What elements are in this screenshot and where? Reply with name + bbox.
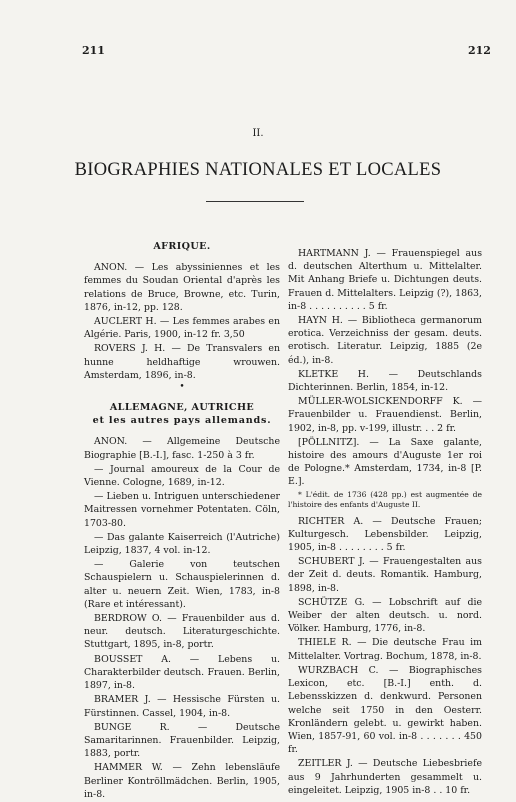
bibliography-entry: RICHTER A. — Deutsche Frauen; Kulturgesch. Lebensbilder. Leipzig, 1905, in-8 . . . . . . . . 5 fr.: [288, 515, 482, 554]
bibliography-entry: ANON. — Allgemeine Deutsche Biographie [B.-I.], fasc. 1-250 à 3 fr.: [84, 436, 280, 461]
bibliography-entry: HAMMER W. — Zehn lebensläufe Berliner Kontröllmädchen. Berlin, 1905, in-8.: [84, 762, 280, 800]
germany-entries: [84, 435, 280, 800]
bibliography-entry: SCHÜTZE G. — Lobschrift auf die Weiber der alten deutsch. u. nord. Völker. Hamburg, 1776, in-8.: [288, 596, 482, 635]
title-rule: [206, 201, 304, 202]
bibliography-entry: HAYN H. — Bibliotheca germanorum erotica. Verzeichniss der gesam. deuts. erotisch. Literatur. Leipzig, 1885 (2e éd.), in-8.: [288, 315, 482, 366]
bibliography-entry: ANON. — Les abyssiniennes et les femmes du Soudan Oriental d'après les relations de Bruce, Browne, etc. Turin, 1876, in-12, pp. 128.: [84, 262, 280, 313]
page-number-right: 212: [468, 44, 491, 57]
africa-entries: [84, 261, 280, 382]
bibliography-entry: KLETKE H. — Deutschlands Dichterinnen. Berlin, 1854, in-12.: [288, 368, 482, 394]
page-title: BIOGRAPHIES NATIONALES ET LOCALES: [74, 160, 442, 180]
right-entries-b: [288, 515, 482, 797]
right-entries-a: [288, 247, 482, 489]
bibliography-entry: WURZBACH C. — Biographisches Lexicon, etc. [B.-I.] enth. d. Lebensskizzen d. denkwurd. Personen welche seit 1750 in den Oesterr. Kronländern gelebt. u. gewirkt haben. Wien, 1857-91, 60 vol. in-8 . . . . . . . 450 fr.: [288, 664, 482, 756]
left-column: [84, 240, 280, 802]
bibliography-entry: [PÖLLNITZ]. — La Saxe galante, histoire des amours d'Auguste 1er roi de Pologne.* Amsterdam, 1734, in-8 [P. E.].: [288, 436, 482, 488]
bibliography-entry: BERDROW O. — Frauenbilder aus d. neur. deutsch. Literaturgeschichte. Stuttgart, 1895, in-8, portr.: [84, 613, 280, 651]
bibliography-entry: BUNGE R. — Deutsche Samaritarinnen. Frauenbilder. Leipzig, 1883, portr.: [84, 721, 280, 760]
heading-africa: AFRIQUE.: [153, 241, 211, 252]
subheading-germany: et les autres pays allemands.: [92, 415, 272, 427]
bibliography-entry: MÜLLER-WOLSICKENDORFF K. — Frauenbilder u. Frauendienst. Berlin, 1902, in-8, pp. v-199, illustr. . . 2 fr.: [288, 396, 482, 434]
bibliography-entry: AUCLERT H. — Les femmes arabes en Algérie. Paris, 1900, in-12 fr. 3,50: [84, 316, 280, 341]
bibliography-entry: — Lieben u. Intriguen unterschiedener Maitressen vornehmer Potentaten. Cöln, 1703-80.: [84, 491, 280, 529]
bibliography-entry: — Galerie von teutschen Schauspielern u. Schauspielerinnen d. alter u. neuern Zeit. Wien, 1783, in-8 (Rare et intéressant).: [84, 559, 280, 610]
bibliography-entry: HARTMANN J. — Frauenspiegel aus d. deutschen Alterthum u. Mittelalter. Mit Anhang Briefe u. Dichtungen deuts. Frauen d. Mittelalters. Leipzig (?), 1863, in-8 . . . . . . . . . . 5 fr.: [288, 248, 482, 312]
separator-dot: •: [179, 382, 185, 393]
bibliography-entry: — Journal amoureux de la Cour de Vienne. Cologne, 1689, in-12.: [84, 463, 280, 489]
bibliography-entry: THIELE R. — Die deutsche Frau im Mittelalter. Vortrag. Bochum, 1878, in-8.: [288, 637, 482, 662]
bibliography-entry: ROVERS J. H. — De Transvalers en hunne heldhaftige wrouwen. Amsterdam, 1896, in-8.: [84, 343, 280, 381]
right-column: [288, 247, 482, 798]
bibliography-entry: — Das galante Kaiserreich (l'Autriche) Leipzig, 1837, 4 vol. in-12.: [84, 531, 280, 557]
bibliography-entry: BRAMER J. — Hessische Fürsten u. Fürstinnen. Cassel, 1904, in-8.: [84, 694, 280, 719]
bibliography-entry: BOUSSET A. — Lebens u. Charakterbilder deutsch. Frauen. Berlin, 1897, in-8.: [84, 653, 280, 692]
footnote: * L'édit. de 1736 (428 pp.) est augmentée de l'histoire des enfants d'Auguste II.: [288, 489, 482, 509]
page-number-left: 211: [82, 44, 105, 57]
bibliography-entry: ZEITLER J. — Deutsche Liebesbriefe aus 9 Jahrhunderten gesammelt u. eingeleitet. Leipzig, 1905 in-8 . . 10 fr.: [288, 758, 482, 796]
section-number: II.: [252, 128, 264, 139]
heading-germany: ALLEMAGNE, AUTRICHE: [109, 402, 255, 414]
bibliography-entry: SCHUBERT J. — Frauengestalten aus der Zeit d. deuts. Romantik. Hamburg, 1898, in-8.: [288, 556, 482, 594]
